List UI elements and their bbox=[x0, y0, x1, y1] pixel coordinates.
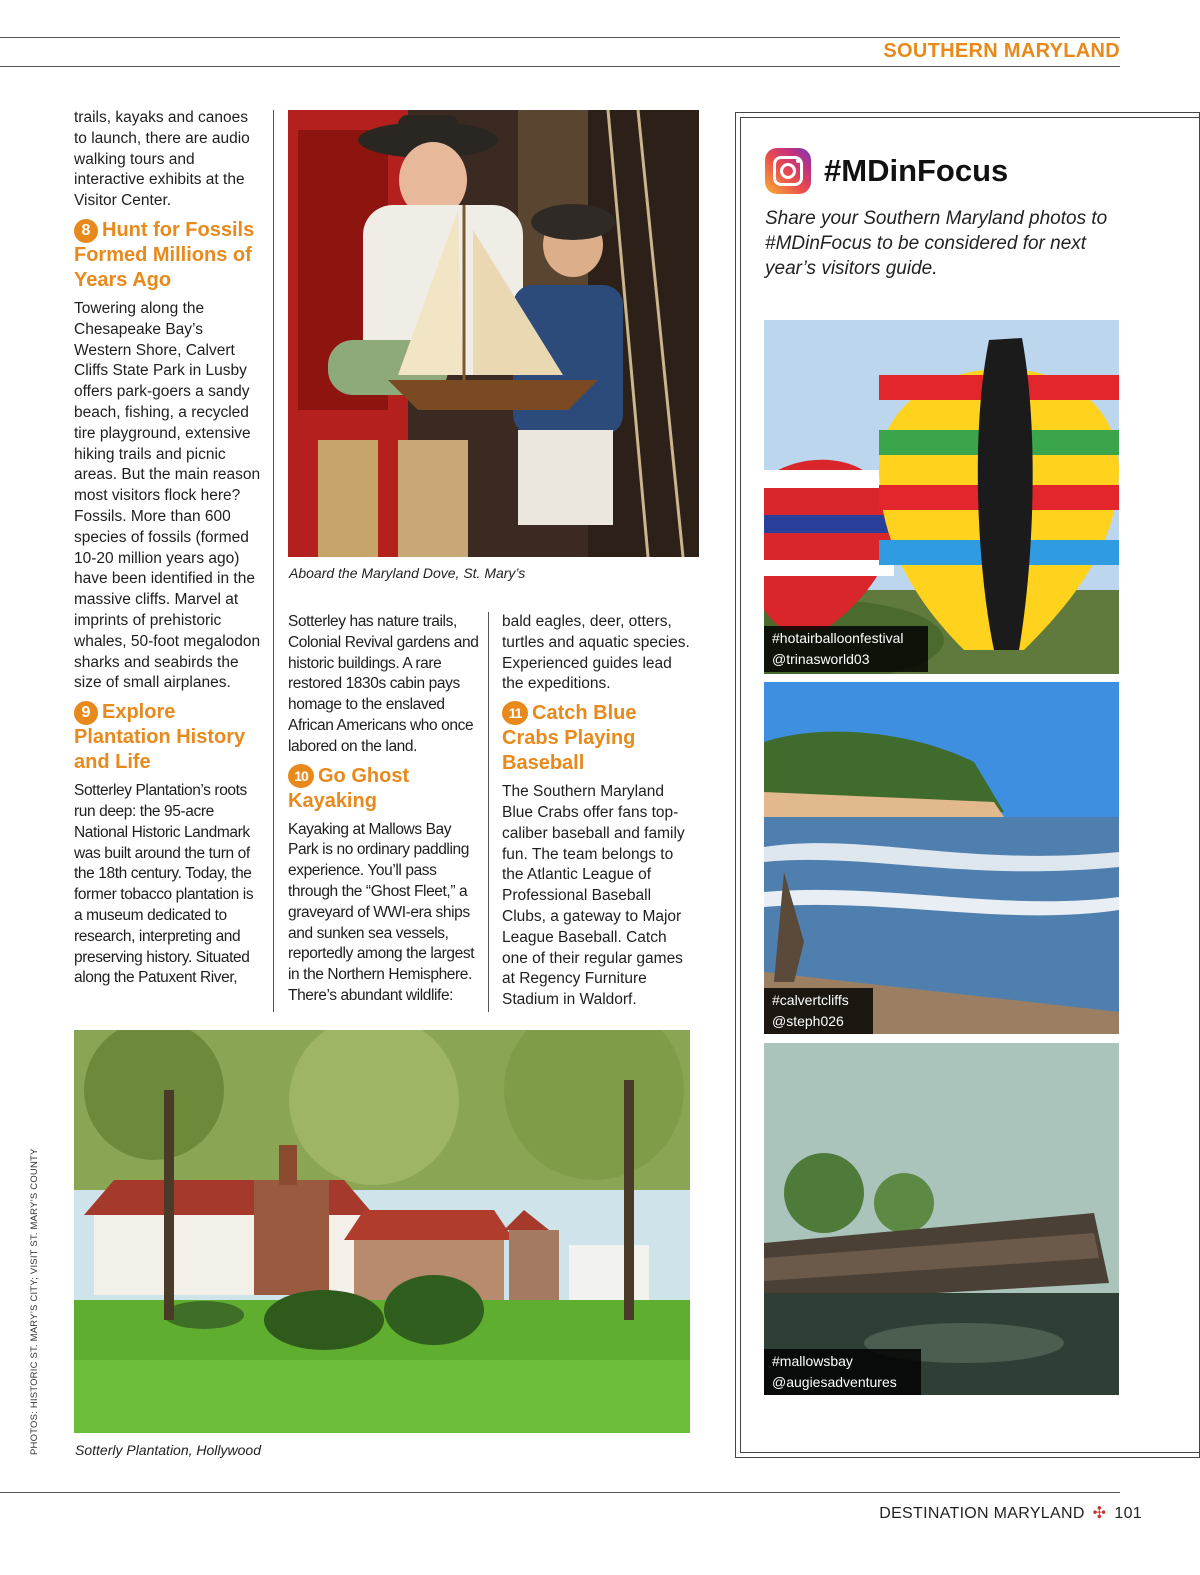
column-divider bbox=[488, 612, 489, 1012]
maryland-dove-photo bbox=[288, 110, 699, 557]
sotterly-caption: Sotterly Plantation, Hollywood bbox=[75, 1442, 261, 1458]
section-10-body: Kayaking at Mallows Bay Park is no ordinary paddling experience. You’ll pass through the “Ghost Fleet,” a graveyard of WWI-era ships and sunken sea vessels, reportedly among the largest in the Northern Hemisphere. There’s abundant wildlife: bbox=[288, 820, 475, 1004]
footer-rule bbox=[0, 1492, 1120, 1493]
photo-tag bbox=[764, 626, 928, 672]
number-badge: 11 bbox=[502, 701, 528, 725]
number-badge: 9 bbox=[74, 701, 98, 725]
page-footer bbox=[879, 1503, 1142, 1523]
number-badge: 8 bbox=[74, 219, 98, 243]
column-divider bbox=[273, 110, 274, 1012]
sotterly-plantation-photo bbox=[74, 1030, 690, 1433]
calvert-cliffs-photo bbox=[764, 682, 1119, 1034]
photo-credit bbox=[29, 1148, 41, 1455]
intro-paragraph: trails, kayaks and canoes to launch, there are audio walking tours and interactive exhibits at the Visitor Center. bbox=[74, 109, 250, 210]
mdinfocus-title: #MDinFocus bbox=[824, 153, 1009, 188]
top-rule bbox=[0, 37, 1120, 38]
balloon-photo bbox=[764, 320, 1119, 674]
mallows-bay-photo bbox=[764, 1043, 1119, 1395]
section-8-heading bbox=[74, 218, 264, 293]
photo-credit-text: PHOTOS: HISTORIC ST. MARY’S CITY; VISIT ST. MARY’S COUNTY bbox=[29, 1148, 40, 1455]
photo-hashtag: #hotairballoonfestival bbox=[772, 630, 904, 646]
photo-handle: @trinasworld03 bbox=[772, 651, 870, 667]
section-title: SOUTHERN MARYLAND bbox=[883, 40, 1120, 62]
photo-handle: @augiesadventures bbox=[772, 1374, 897, 1390]
number-badge: 10 bbox=[288, 764, 314, 788]
ornament-icon: ✣ bbox=[1092, 1505, 1107, 1522]
section-10-title: Go Ghost Kayaking bbox=[288, 764, 410, 812]
instagram-icon bbox=[765, 148, 811, 194]
page-number: 101 bbox=[1114, 1505, 1142, 1522]
section-10-heading bbox=[288, 764, 480, 814]
section-8-title: Hunt for Fossils Formed Millions of Years Ago bbox=[74, 218, 255, 291]
section-9-heading bbox=[74, 700, 264, 775]
column-1 bbox=[74, 108, 264, 995]
publication-name: DESTINATION MARYLAND bbox=[879, 1505, 1085, 1522]
photo-hashtag: #mallowsbay bbox=[772, 1353, 853, 1369]
header-rule bbox=[0, 66, 1120, 67]
section-8-body: Towering along the Chesapeake Bay’s Western Shore, Calvert Cliffs State Park in Lusby offers park-goers a sandy beach, fishing, a recycled tire playground, extensive hiking trails and picnic areas. But the main reason most visitors flock here? Fossils. More than 600 species of fossils (formed 10-20 million years ago) have been identified in the massive cliffs. Marvel at imprints of prehistoric whales, 50-foot megalodon sharks and seabirds the size of small airplanes. bbox=[74, 299, 261, 692]
section-11-heading bbox=[502, 701, 692, 776]
section-9-body: Sotterley Plantation’s roots run deep: the 95-acre National Historic Landmark was built around the turn of the 18th century. Today, the former tobacco plantation is a museum dedicated to research, interpreting and preserving history. Situated along the Patuxent River, bbox=[74, 782, 254, 987]
column-3 bbox=[502, 612, 692, 1017]
column-2 bbox=[288, 612, 480, 1013]
photo-tag bbox=[764, 988, 873, 1034]
section-9-title: Explore Plantation History and Life bbox=[74, 701, 246, 774]
sotterley-paragraph: Sotterley has nature trails, Colonial Revival gardens and historic buildings. A rare restored 1830s cabin pays homage to the enslaved African Americans who once labored on the land. bbox=[288, 613, 479, 755]
dove-caption: Aboard the Maryland Dove, St. Mary’s bbox=[289, 565, 526, 581]
section-11-body: The Southern Maryland Blue Crabs offer fans top-caliber baseball and family fun. The team belongs to the Atlantic League of Professional Baseball Clubs, a gateway to Major League Baseball. Catch one of their regular games at Regency Furniture Stadium in Waldorf. bbox=[502, 783, 685, 1009]
wildlife-paragraph: bald eagles, deer, otters, turtles and aquatic species. Experienced guides lead the expeditions. bbox=[502, 613, 690, 693]
photo-tag bbox=[764, 1349, 921, 1395]
section-11-title: Catch Blue Crabs Playing Baseball bbox=[502, 702, 637, 775]
mdinfocus-description: Share your Southern Maryland photos to #MDinFocus to be considered for next year’s visitors guide. bbox=[765, 208, 1108, 279]
photo-handle: @steph026 bbox=[772, 1013, 844, 1029]
photo-hashtag: #calvertcliffs bbox=[772, 992, 849, 1008]
